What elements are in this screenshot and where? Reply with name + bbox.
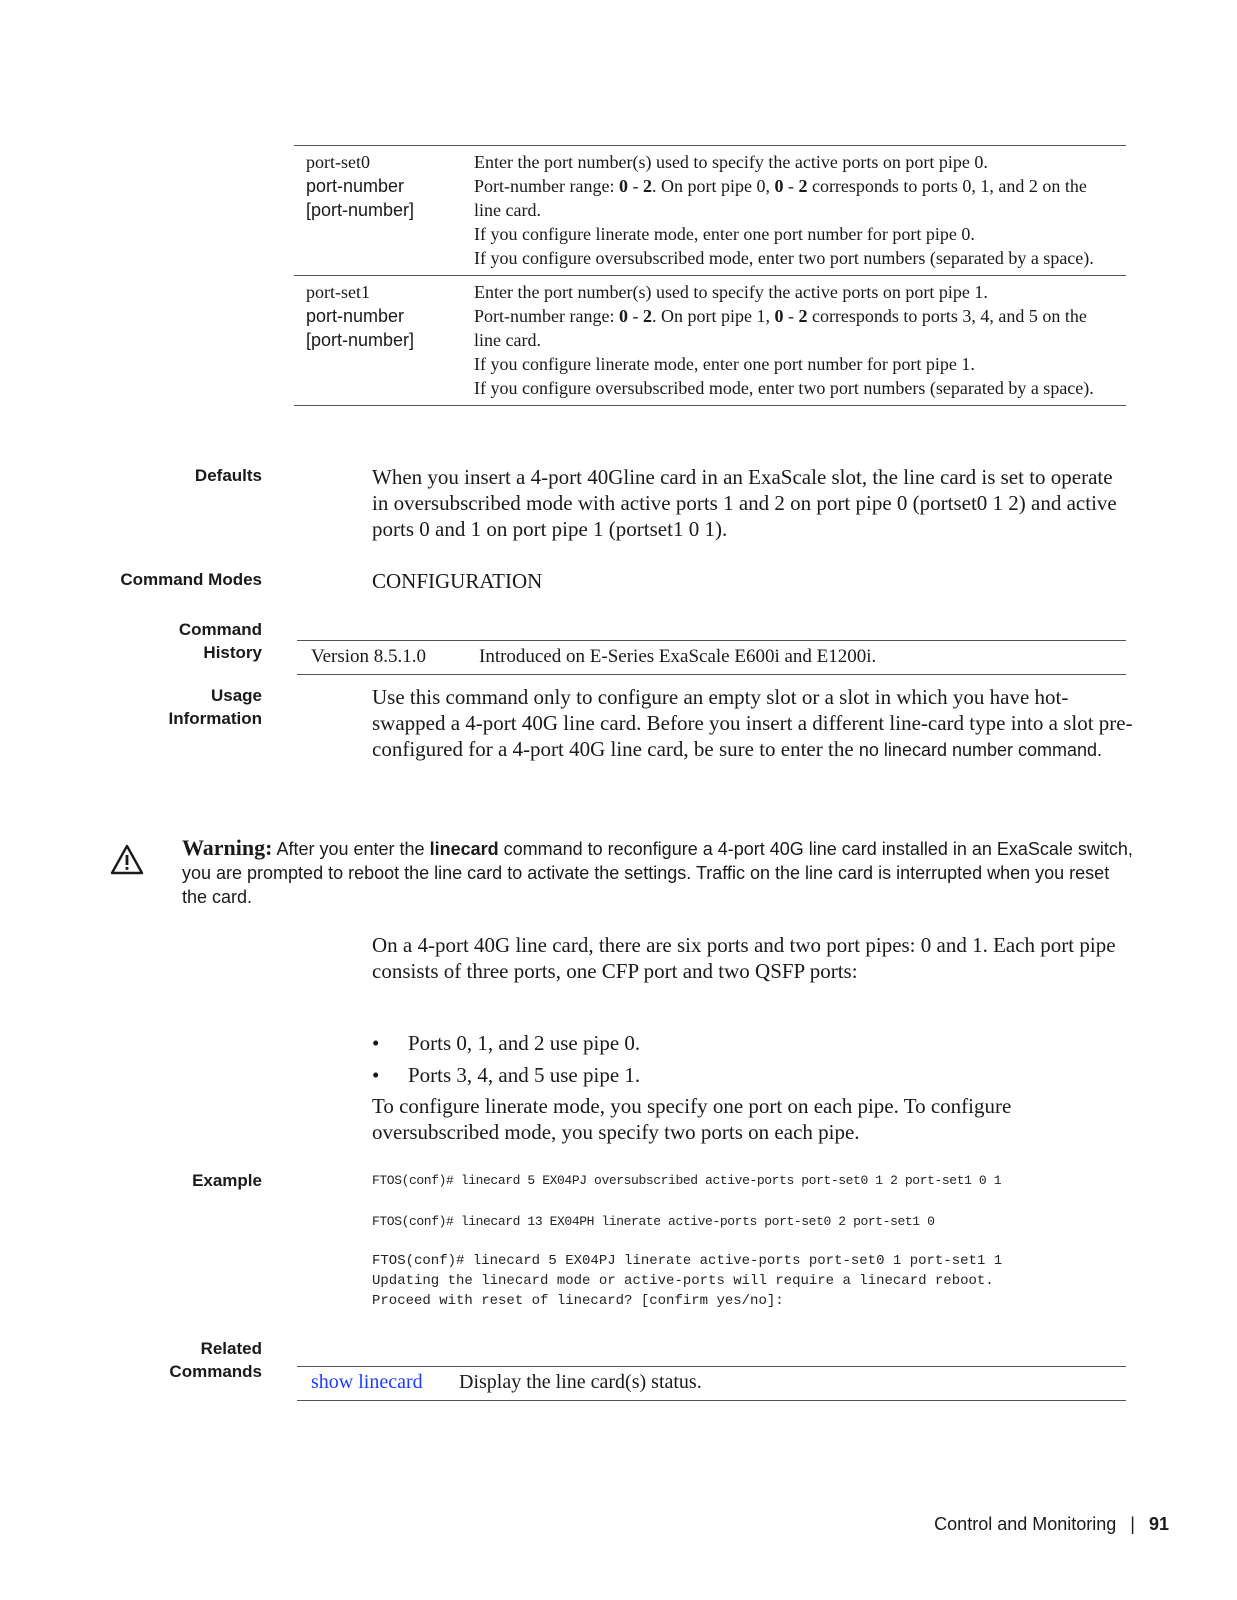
bullet-icon: • [372,1031,380,1055]
show-linecard-link[interactable]: show linecard [311,1371,423,1393]
history-version: Version 8.5.1.0 [311,646,427,667]
range-text: . On port pipe 1, [651,306,775,326]
param-desc-line: If you configure linerate mode, enter one port number for port pipe 0. [474,224,975,244]
param-desc-line: If you configure oversubscribed mode, enter two port numbers (separated by a space). [474,378,1094,398]
warning-note [182,836,1137,909]
range-text: . On port pipe 0, [651,176,775,196]
range-text: corresponds to ports 0, 1, and 2 on the line card. [474,176,1087,220]
parameter-table [294,145,1126,406]
range-bold: 0 [618,176,628,196]
label-line: Commands [169,1362,262,1381]
param-arg-optional: [port-number] [306,200,415,220]
list-item-text: Ports 0, 1, and 2 use pipe 0. [408,1031,641,1055]
usage-text [372,684,1134,763]
usage-label [169,684,263,730]
warning-label: Warning: [182,835,273,860]
page-number: 91 [1148,1514,1169,1534]
param-desc-line: If you configure oversubscribed mode, enter two port numbers (separated by a space). [474,248,1094,268]
usage-text-part: number command. [946,740,1103,760]
param-row-port-set0 [294,146,1126,275]
range-bold: 0 [774,176,784,196]
param-range-line [474,174,1116,222]
command-modes-label: Command Modes [120,570,262,589]
range-bold: 2 [798,176,808,196]
range-text: Port-number range: [474,306,619,326]
param-arg: port-number [306,306,405,326]
example-label: Example [192,1171,262,1190]
warning-icon [110,844,144,876]
related-commands-table [297,1366,1126,1401]
param-description [474,150,1126,270]
range-text: - [783,306,799,326]
usage-paragraph: To configure linerate mode, you specify one port on each pipe. To configure oversubscribed mode, you specify two ports on each pipe. [372,1094,1012,1144]
range-bold: 2 [798,306,808,326]
related-label [169,1337,262,1383]
list-item [372,1059,640,1091]
footer-separator: | [1130,1514,1135,1534]
defaults-text: When you insert a 4-port 40Gline card in an ExaScale slot, the line card is set to operate in oversubscribed mode with active ports 1 and 2 on port pipe 0 (portset0 1 2) and active ports 0 and 1 on port pipe 1 (portset1 0 1). [372,465,1117,541]
param-name [294,150,474,270]
param-row-port-set1 [294,275,1126,405]
command-history-label [179,618,262,664]
range-bold: 2 [642,306,652,326]
param-range-line [474,304,1116,352]
param-name [294,280,474,400]
warning-text: After you enter the [272,839,430,859]
warning-text: command to reconfigure a 4-port 40G line card installed in an ExaScale switch, you are prompted to reboot the line card to activate the settings. Traffic on the line card is interrupted when you reset the card. [182,839,1133,907]
list-item [372,1027,640,1059]
port-pipe-list [372,1027,640,1091]
range-text: - [783,176,799,196]
command-modes-text: CONFIGURATION [372,569,543,593]
example-code: FTOS(conf)# linecard 5 EX04PJ oversubscribed active-ports port-set0 1 2 port-set1 0 1 [372,1173,1002,1188]
range-text: Port-number range: [474,176,619,196]
range-text: - [627,176,643,196]
range-bold: 0 [618,306,628,326]
label-line: Information [168,709,262,728]
warning-command: linecard [429,839,499,859]
command-history-table [297,640,1126,675]
bullet-icon: • [372,1063,380,1087]
param-description [474,280,1126,400]
range-bold: 2 [642,176,652,196]
range-text: corresponds to ports 3, 4, and 5 on the line card. [474,306,1087,350]
label-line: Usage [210,686,262,705]
usage-paragraph: On a 4-port 40G line card, there are six ports and two port pipes: 0 and 1. Each port pipe consists of three ports, one CFP port and two QSFP ports: [372,933,1116,983]
footer-section: Control and Monitoring [934,1514,1117,1534]
example-code: FTOS(conf)# linecard 13 EX04PH linerate active-ports port-set0 2 port-set1 0 [372,1214,935,1229]
example-code: FTOS(conf)# linecard 5 EX04PJ linerate active-ports port-set0 1 port-set1 1 Updating the linecard mode or active-ports will require a linecard reboot. Proceed with reset of linecard? [confirm yes/no]: [372,1253,1003,1309]
label-line: Related [200,1339,262,1358]
usage-command: no linecard [858,740,947,760]
related-description: Display the line card(s) status. [459,1371,702,1393]
label-line: History [203,643,262,662]
param-desc-line: Enter the port number(s) used to specify the active ports on port pipe 0. [474,152,988,172]
param-desc-line: Enter the port number(s) used to specify the active ports on port pipe 1. [474,282,988,302]
param-keyword: port-set1 [306,282,370,302]
defaults-label: Defaults [194,466,262,485]
history-description: Introduced on E-Series ExaScale E600i and E1200i. [479,646,877,667]
param-desc-line: If you configure linerate mode, enter one port number for port pipe 1. [474,354,975,374]
param-arg: port-number [306,176,405,196]
usage-text-part: Use this command only to configure an empty slot or a slot in which you have hot-swapped a 4-port 40G line card. Before you insert a different line-card type into a slot pre-configured for a 4-port 40G line card, be sure to enter the [372,685,1133,761]
list-item-text: Ports 3, 4, and 5 use pipe 1. [408,1063,641,1087]
param-keyword: port-set0 [306,152,370,172]
page-footer [934,1512,1169,1536]
param-arg-optional: [port-number] [306,330,415,350]
label-line: Command [178,620,262,639]
range-text: - [627,306,643,326]
range-bold: 0 [774,306,784,326]
